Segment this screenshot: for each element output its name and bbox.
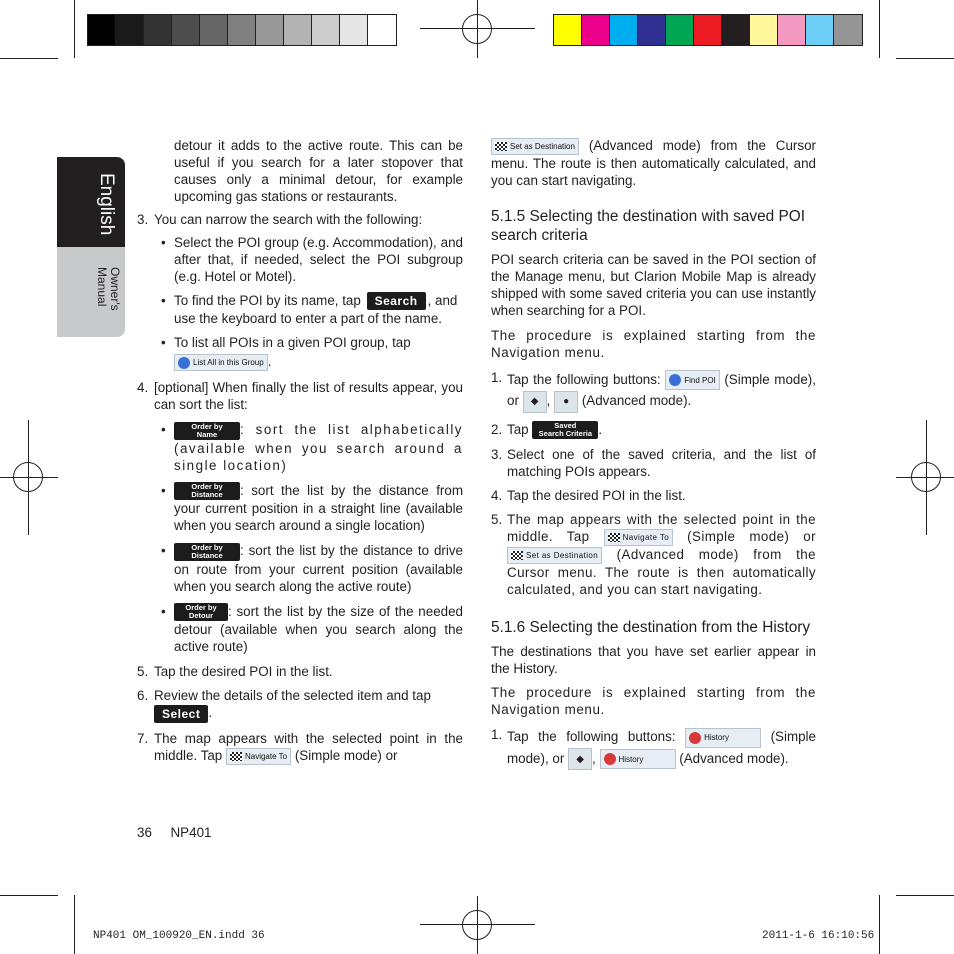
language-label: English — [96, 173, 117, 236]
gray-swatch — [116, 15, 144, 45]
color-swatch — [694, 15, 722, 45]
manual-label: Manual — [95, 267, 109, 307]
list-item: 1. Tap the following buttons: Find POI (Simple mode), or ◆ , ● (Advanced mode). — [491, 369, 816, 413]
gray-swatch — [256, 15, 284, 45]
list-item: 3. Select one of the saved criteria, and the list of matching POIs appears. — [491, 447, 816, 480]
crop-mark — [0, 58, 58, 59]
color-swatch — [722, 15, 750, 45]
history-icon — [604, 753, 616, 765]
order-by-route-distance-button[interactable]: Order by Distance — [174, 543, 240, 561]
crop-mark — [74, 895, 75, 954]
color-swatch — [666, 15, 694, 45]
crop-mark — [879, 0, 880, 58]
language-tab — [57, 157, 125, 247]
sort-option: • Order by Distance : sort the list by the distance from your current position in a straight line (available when you search around a single location) — [161, 482, 463, 534]
find-poi-advanced-button[interactable]: ● — [554, 391, 578, 413]
history-button[interactable]: History — [685, 728, 761, 748]
section-heading-5-1-6: 5.1.6 Selecting the destination from the History — [491, 619, 811, 637]
checkered-flag-icon — [511, 551, 523, 560]
crop-mark — [896, 895, 954, 896]
color-swatch — [778, 15, 806, 45]
gray-swatch — [172, 15, 200, 45]
poi-group-icon — [178, 357, 190, 369]
crop-mark — [74, 0, 75, 58]
grayscale-bar — [87, 14, 397, 46]
list-item: 6. Review the details of the selected item and tap Select . — [137, 688, 431, 721]
crop-mark — [879, 895, 880, 954]
list-item: 5. The map appears with the selected point in the middle. Tap Navigate To (Simple mode) or Set as Destination (Advanced mode) from the Cursor menu. The route is then automatically calculated, and you can start navigating. — [491, 512, 817, 598]
gray-swatch — [284, 15, 312, 45]
gray-swatch — [368, 15, 396, 45]
color-swatch — [834, 15, 862, 45]
saved-search-criteria-button[interactable]: Saved Search Criteria — [532, 421, 598, 439]
list-item: 4. [optional] When finally the list of results appear, you can sort the list: — [137, 380, 463, 413]
bullet-item: • To find the POI by its name, tap Search , and use the keyboard to enter a part of the name. — [161, 293, 458, 327]
menu-icon[interactable]: ◆ — [568, 748, 592, 770]
color-swatch — [554, 15, 582, 45]
slug-date: 2011-1-6 16:10:56 — [762, 930, 875, 942]
sort-option: • Order by Distance : sort the list by the distance to drive on route from your current position (available when you search along the active route) — [161, 542, 463, 594]
set-as-destination-button[interactable]: Set as Destination — [507, 547, 602, 564]
list-item: 7. The map appears with the selected point in the middle. Tap Navigate To (Simple mode) or — [137, 730, 463, 763]
color-bar — [553, 14, 863, 46]
page-footer — [137, 825, 211, 840]
checkered-flag-icon — [230, 752, 242, 761]
color-swatch — [582, 15, 610, 45]
bullet-item: • Select the POI group (e.g. Accommodation), and after that, if needed, select the POI subgroup (e.g. Hotel or Motel). — [161, 235, 463, 284]
search-button[interactable]: Search — [367, 292, 426, 310]
model-name: NP401 — [170, 825, 212, 840]
manual-tab — [57, 247, 125, 337]
paragraph: The destinations that you have set earlier appear in the History. — [491, 644, 816, 677]
right-column: Set as Destination (Advanced mode) from the Cursor menu. The route is then automatically calculated, and you can start navigating. 5.1.5 Selecting the destination with saved POI search criteria POI search criteria can be saved in the POI section of the Manage menu, but Clarion Mobile Map is already shipped with some saved criteria you can use instantly when searching for a POI. The procedure is explained starting from the Navigation menu. 1. Tap the following buttons: Find POI (Simple mode), or ◆ , ● (Advanced mode). 2. Tap Saved Search Criteria . 3. Select one of the saved criteria, and the list of matching POIs appears. 4. Tap the desired POI in the list. 5. The map appears with the selected point in the middle. Tap Navigate To (Simple mode) or Set as Destination (Advanced mode) from the Cursor menu. The route is then automatically calculated, and you can start navigating. 5.1.6 Selecting the destination from the History The destinations that you have set earlier appear in the History. The procedure is explained starting from the Navigation menu. 1. Tap the following buttons: History (Simple mode), or ◆ , History (Advanced mode). — [491, 137, 816, 770]
list-item: 3. You can narrow the search with the following: — [137, 212, 423, 227]
list-all-in-group-button[interactable]: List All in this Group — [174, 354, 268, 371]
menu-icon[interactable]: ◆ — [523, 391, 547, 413]
find-poi-button[interactable]: Find POI — [665, 370, 720, 390]
left-column — [137, 137, 463, 765]
navigate-to-button[interactable]: Navigate To — [226, 748, 291, 765]
sort-option: • Order by Detour : sort the list by the size of the needed detour (available when you search along the active route) — [161, 603, 463, 655]
list-item: 4. Tap the desired POI in the list. — [491, 488, 686, 504]
bullet-item: • To list all POIs in a given POI group, tap List All in this Group . — [161, 335, 411, 370]
gray-swatch — [144, 15, 172, 45]
poi-icon — [669, 374, 681, 386]
color-swatch — [806, 15, 834, 45]
color-swatch — [638, 15, 666, 45]
list-item: 5. Tap the desired POI in the list. — [137, 664, 333, 680]
navigate-to-button[interactable]: Navigate To — [604, 529, 674, 546]
list-item: 1. Tap the following buttons: History (Simple mode), or ◆ , History (Advanced mode). — [491, 726, 816, 770]
color-swatch — [750, 15, 778, 45]
gray-swatch — [88, 15, 116, 45]
checkered-flag-icon — [608, 533, 620, 542]
intro-paragraph: detour it adds to the active route. This can be useful if you search for a later stopover that causes only a minimal detour, for example upcoming gas stations or restaurants. — [174, 138, 463, 204]
owners-label: Owner's — [108, 267, 122, 311]
color-swatch — [610, 15, 638, 45]
select-button[interactable]: Select — [154, 705, 208, 723]
crop-mark — [896, 58, 954, 59]
slug-filename: NP401 OM_100920_EN.indd 36 — [93, 930, 265, 942]
history-advanced-button[interactable]: History — [600, 749, 676, 769]
paragraph: POI search criteria can be saved in the POI section of the Manage menu, but Clarion Mobile Map is already shipped with some saved criteria you can use instantly when searching for a POI. — [491, 251, 816, 318]
gray-swatch — [200, 15, 228, 45]
sort-option: • Order by Name : sort the list alphabetically (available when you search around a single location) — [161, 421, 463, 473]
section-heading-5-1-5: 5.1.5 Selecting the destination with saved POI search criteria — [491, 207, 805, 244]
gray-swatch — [340, 15, 368, 45]
crop-mark — [0, 895, 58, 896]
paragraph: The procedure is explained starting from the Navigation menu. — [491, 685, 816, 718]
order-by-name-button[interactable]: Order by Name — [174, 422, 240, 440]
paragraph: The procedure is explained starting from the Navigation menu. — [491, 327, 816, 360]
history-icon — [689, 732, 701, 744]
checkered-flag-icon — [495, 142, 507, 151]
page-number: 36 — [137, 825, 152, 840]
gray-swatch — [228, 15, 256, 45]
set-as-destination-button[interactable]: Set as Destination — [491, 138, 579, 155]
order-by-detour-button[interactable]: Order by Detour — [174, 603, 228, 621]
gray-swatch — [312, 15, 340, 45]
order-by-distance-button[interactable]: Order by Distance — [174, 482, 240, 500]
list-item: 2. Tap Saved Search Criteria . — [491, 421, 603, 439]
